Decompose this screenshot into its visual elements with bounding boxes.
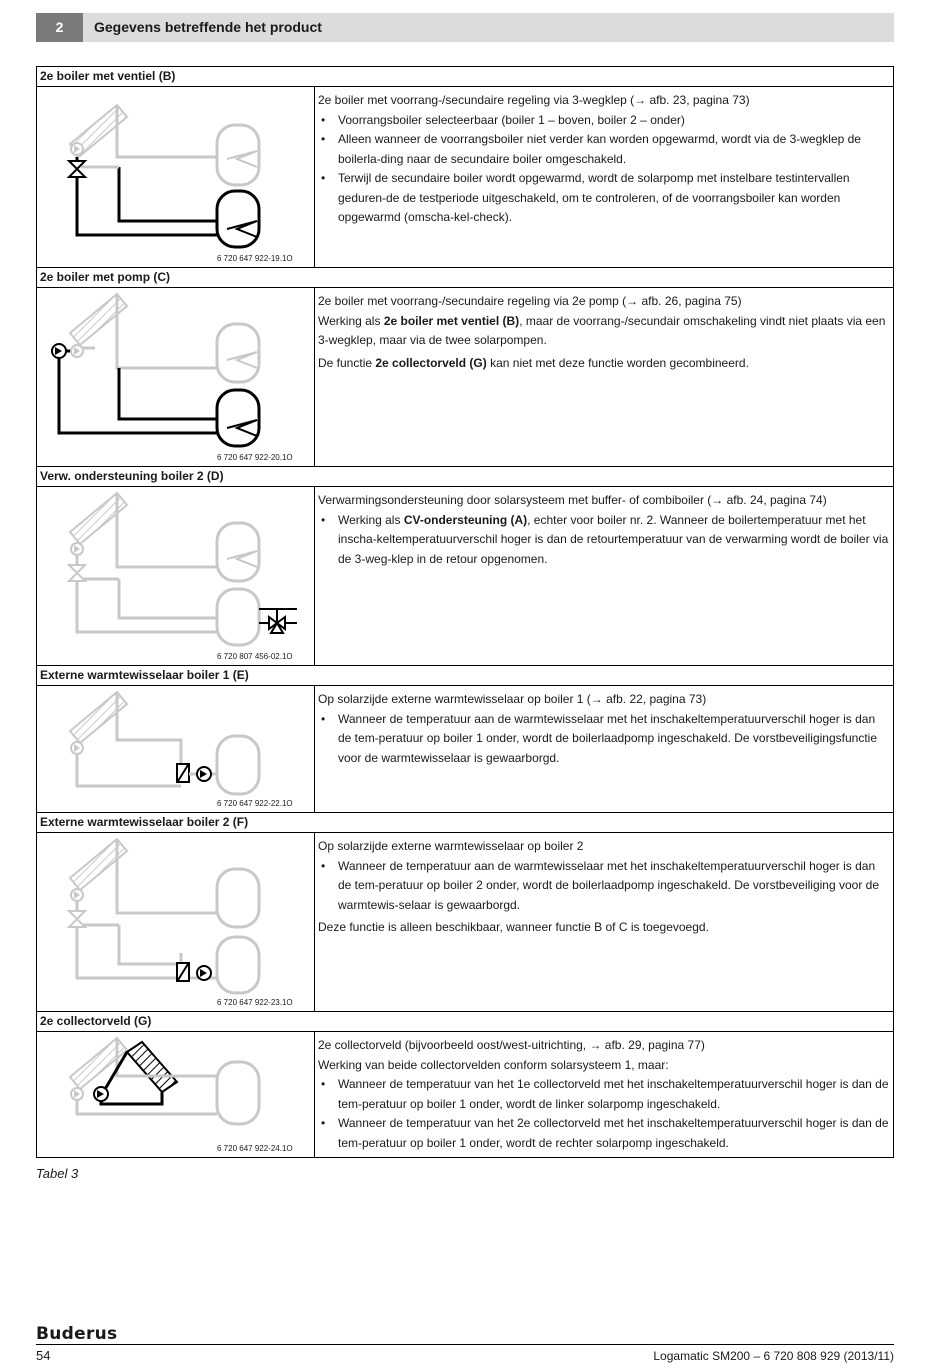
diagram-c: [37, 288, 315, 466]
list-item: • Voorrangsboiler selecteerbaar (boiler 1 – boven, boiler 2 – onder): [318, 111, 890, 131]
bullet-list: [318, 111, 890, 228]
bullet-list: [318, 710, 890, 769]
schematic-d-icon: [37, 487, 315, 666]
section-body-e: [37, 686, 893, 813]
schematic-g-icon: [37, 1032, 315, 1157]
section-body-c: [37, 288, 893, 467]
list-item: • Alleen wanneer de voorrangsboiler niet verder kan worden opgewarmd, wordt via de 3-wegklep de boilerla-ding naar de secundaire boiler omgeschakeld.: [318, 130, 890, 169]
section-intro: Verwarmingsondersteuning door solarsysteem met buffer- of combiboiler (→ afb. 24, pagina 74): [318, 493, 827, 507]
section-text-b: [315, 87, 893, 267]
section-title-f: Externe warmtewisselaar boiler 2 (F): [37, 813, 893, 833]
list-item: • Wanneer de temperatuur aan de warmtewisselaar met het inschakeltemperatuurverschil hoger is dan de tem-peratuur op boiler 2 onder, wordt de boilerlaadpomp ingeschakeld. De vorstbeveiliging voor de warmtewis-selaar is gewaarborgd.: [318, 857, 890, 916]
chapter-number: 2: [36, 13, 83, 42]
section-text-d: [315, 487, 893, 665]
section-intro: 2e collectorveld (bijvoorbeeld oost/west-uitrichting, → afb. 29, pagina 77): [318, 1038, 705, 1052]
section-intro: 2e boiler met voorrang-/secundaire regeling via 3-wegklep (→ afb. 23, pagina 73): [318, 93, 750, 107]
section-text-e: [315, 686, 893, 812]
section-intro: Op solarzijde externe warmtewisselaar op boiler 2: [318, 839, 584, 853]
section-intro: Op solarzijde externe warmtewisselaar op boiler 1 (→ afb. 22, pagina 73): [318, 692, 707, 706]
footer-divider: [36, 1344, 894, 1345]
bullet-list: [318, 511, 890, 570]
table-caption: Tabel 3: [36, 1166, 79, 1181]
section-intro: 2e boiler met voorrang-/secundaire regeling via 2e pomp (→ afb. 26, pagina 75): [318, 294, 742, 308]
schematic-c-icon: [37, 288, 315, 467]
bullet-list: [318, 1075, 890, 1153]
section-body-g: [37, 1032, 893, 1157]
section-text-c: [315, 288, 893, 466]
list-item: • Terwijl de secundaire boiler wordt opgewarmd, wordt de solarpomp met instelbare testintervallen geduren-de de testperiode uitgeschakeld, om te controleren, of de voorrangsboiler kan worden opgewarmd (omscha-kel-check).: [318, 169, 890, 228]
diagram-f: [37, 833, 315, 1011]
section-note: Deze functie is alleen beschikbaar, wanneer functie B of C is toegevoegd.: [318, 920, 709, 934]
bullet-list: [318, 857, 890, 916]
figure-code: 6 720 647 922-20.1O: [217, 453, 293, 462]
list-item: • Wanneer de temperatuur van het 2e collectorveld met het inschakeltemperatuurverschil hoger is dan de tem-peratuur op boiler 1 onder, wordt de rechter solarpomp ingeschakeld.: [318, 1114, 890, 1153]
schematic-e-icon: [37, 686, 315, 813]
diagram-g: [37, 1032, 315, 1157]
section-title-e: Externe warmtewisselaar boiler 1 (E): [37, 666, 893, 686]
function-table: [36, 66, 894, 1158]
section-title-b: 2e boiler met ventiel (B): [37, 67, 893, 87]
figure-code: 6 720 807 456-02.1O: [217, 652, 293, 661]
section-paragraph: Werking als 2e boiler met ventiel (B), maar de voorrang-/secundair omschakeling vindt niet plaats via een 3-wegklep, maar via de twee solarpompen.: [318, 313, 886, 347]
section-title-d: Verw. ondersteuning boiler 2 (D): [37, 467, 893, 487]
buderus-logo: Buderus: [36, 1324, 118, 1344]
section-body-b: [37, 87, 893, 268]
list-item: • Wanneer de temperatuur aan de warmtewisselaar met het inschakeltemperatuurverschil hoger is dan de tem-peratuur op boiler 1 onder, wordt de boilerlaadpomp ingeschakeld. De vorstbeveiligingsfunctie voor de warmtewisselaar is gewaarborgd.: [318, 710, 890, 769]
diagram-d: [37, 487, 315, 665]
figure-code: 6 720 647 922-24.1O: [217, 1144, 293, 1153]
diagram-b: [37, 87, 315, 267]
section-body-d: [37, 487, 893, 666]
section-body-f: [37, 833, 893, 1012]
section-text-g: [315, 1032, 893, 1157]
section-paragraph: De functie 2e collectorveld (G) kan niet met deze functie worden gecombineerd.: [318, 355, 749, 370]
figure-code: 6 720 647 922-19.1O: [217, 254, 293, 263]
section-text-f: [315, 833, 893, 1011]
schematic-b-icon: [37, 87, 315, 268]
page-header: [36, 13, 894, 42]
section-paragraph: Werking van beide collectorvelden conform solarsysteem 1, maar:: [318, 1057, 669, 1072]
page-number: 54: [36, 1348, 51, 1363]
section-title-g: 2e collectorveld (G): [37, 1012, 893, 1032]
list-item: • Wanneer de temperatuur van het 1e collectorveld met het inschakeltemperatuurverschil hoger is dan de tem-peratuur op boiler 1 onder, wordt de linker solarpomp ingeschakeld.: [318, 1075, 890, 1114]
figure-code: 6 720 647 922-23.1O: [217, 998, 293, 1007]
chapter-title: Gegevens betreffende het product: [94, 19, 322, 35]
diagram-e: [37, 686, 315, 812]
list-item: • Werking als CV-ondersteuning (A), echter voor boiler nr. 2. Wanneer de boilertemperatuur met het inscha-keltemperatuurverschil hoger is dan de retourtemperatuur van de verwarming wordt de boiler via de 3-weg-klep in de retour opgenomen.: [318, 511, 890, 570]
section-title-c: 2e boiler met pomp (C): [37, 268, 893, 288]
figure-code: 6 720 647 922-22.1O: [217, 799, 293, 808]
schematic-f-icon: [37, 833, 315, 1012]
document-reference: Logamatic SM200 – 6 720 808 929 (2013/11): [653, 1349, 894, 1363]
